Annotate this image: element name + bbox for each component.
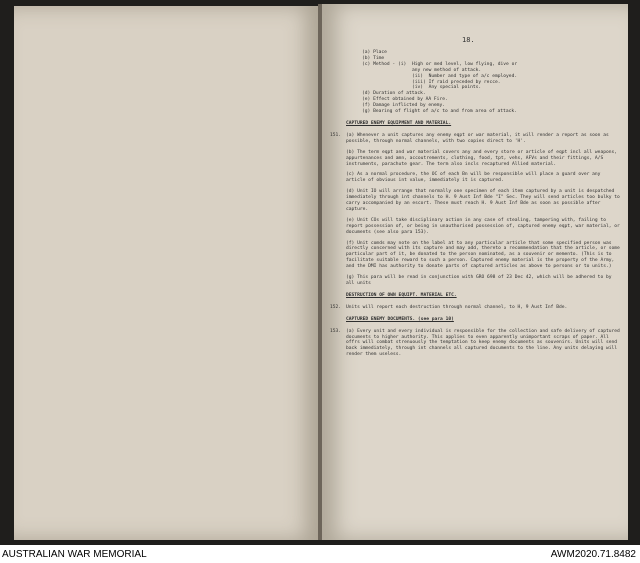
method-line: (iii) If raid preceded by recce. <box>412 79 501 85</box>
paragraph-153 <box>330 329 620 359</box>
report-list-b <box>362 91 620 115</box>
section-heading: DESTRUCTION OF OWN EQUIPT. MATERIAL ETC. <box>346 292 457 298</box>
page-text <box>330 50 620 363</box>
method-line: (ii) Number and type of a/c employed. <box>412 73 518 79</box>
paragraph-151 <box>330 133 620 145</box>
accession-number: AWM2020.71.8482 <box>550 549 636 560</box>
list-item: (d) Duration of attack. <box>362 91 426 97</box>
report-list-a <box>362 50 620 62</box>
method-item <box>362 62 620 92</box>
section-heading: CAPTURED ENEMY EQUIPMENT AND MATERIAL. <box>346 120 452 126</box>
list-item: (g) Bearing of flight of a/c to and from area of attack. <box>362 109 517 115</box>
subparagraph: (e) Unit COs will take disciplinary action in any case of stealing, tampering with, failing to report possession of, or being in unauthorised possession of, captured enemy eqpt, war material, or documents (see also para 153). <box>346 217 620 235</box>
method-label: (c) Method - (i) <box>362 61 407 67</box>
method-line: (iv) Any special points. <box>412 85 482 91</box>
subparagraph: (c) As a normal procedure, the OC of each Bn will be responsible will place a guard over any article of obvious int value, immediately it is captured. <box>346 172 601 184</box>
paragraph-number: 153. <box>330 328 342 334</box>
list-item: (f) Damage inflicted by enemy. <box>362 103 445 109</box>
paragraph-152 <box>330 305 620 311</box>
subparagraph: (f) Unit comds may note on the label at to any particular article that some specified person was directly concerned with its capture and may add, thereto a recommendation that the article, or some particular part of it, be donated to the person nominated, as a souvenir or memento. (This is to facilitate suitable reward to such a person. Captured enemy material is the property of the Army, and the DMI has authority to donate parts of captured articles as above to persons or to units.) <box>346 240 620 270</box>
paragraph-text: Units will report each destruction through normal channel, to H, 9 Aust Inf Bde. <box>346 304 568 310</box>
subparagraph: (g) This para will be read in conjunction with GRO 698 of 23 Dec 42, which will be adhered to by all units <box>346 275 612 286</box>
paragraph-text: (a) Whenever a unit captures any enemy eqpt or war material, it will render a report as soon as possible, through normal channels, with two copies direct to 'H'. <box>346 132 609 144</box>
institution-name: AUSTRALIAN WAR MEMORIAL <box>2 549 147 560</box>
method-line: any new method of attack. <box>412 67 482 73</box>
left-page <box>14 6 320 540</box>
list-item: (a) Place <box>362 50 387 55</box>
paragraph-number: 152. <box>330 304 342 310</box>
section-heading: CAPTURED ENEMY DOCUMENTS. (see para 10) <box>346 316 454 322</box>
paragraph-number: 151. <box>330 132 342 138</box>
subparagraph: (d) Unit IO will arrange that normally one specimen of each item captured by a unit is despatched immediately through int channels to H. 9 Aust Inf Bde "I" Sec. They will send articles too bulky to carry accompanied by an escort. These must reach H. 9 Aust Inf Bde as soon as possible after capture. <box>346 189 620 212</box>
caption-bar <box>0 545 640 563</box>
method-line: High or med level, low flying, dive or <box>412 61 518 67</box>
page-number: 18. <box>462 36 475 44</box>
list-item: (b) Time <box>362 55 385 61</box>
subparagraph: (b) The term eqpt and war material covers any and every store or article of eqpt incl all weapons, appurtenances and amn, accoutrements, clothing, food, tpt, vehs, AFVs and their fittings, A/S instruments, parachute gear. The term also incls recaptured Allied material. <box>346 149 618 167</box>
list-item: (e) Effect obtained by AA Fire. <box>362 97 448 103</box>
right-page <box>322 4 628 540</box>
paragraph-text: (a) Every unit and every individual is responsible for the collection and safe delivery of captured documents to higher authority. This applies to even apparently unimportant scraps of paper. All offrs will combat strenuously the temptation to keep enemy documents as souvenirs. Units will send back immediately, through int channels all captured documents to the line. Any units delaying will render them useless. <box>346 328 620 358</box>
